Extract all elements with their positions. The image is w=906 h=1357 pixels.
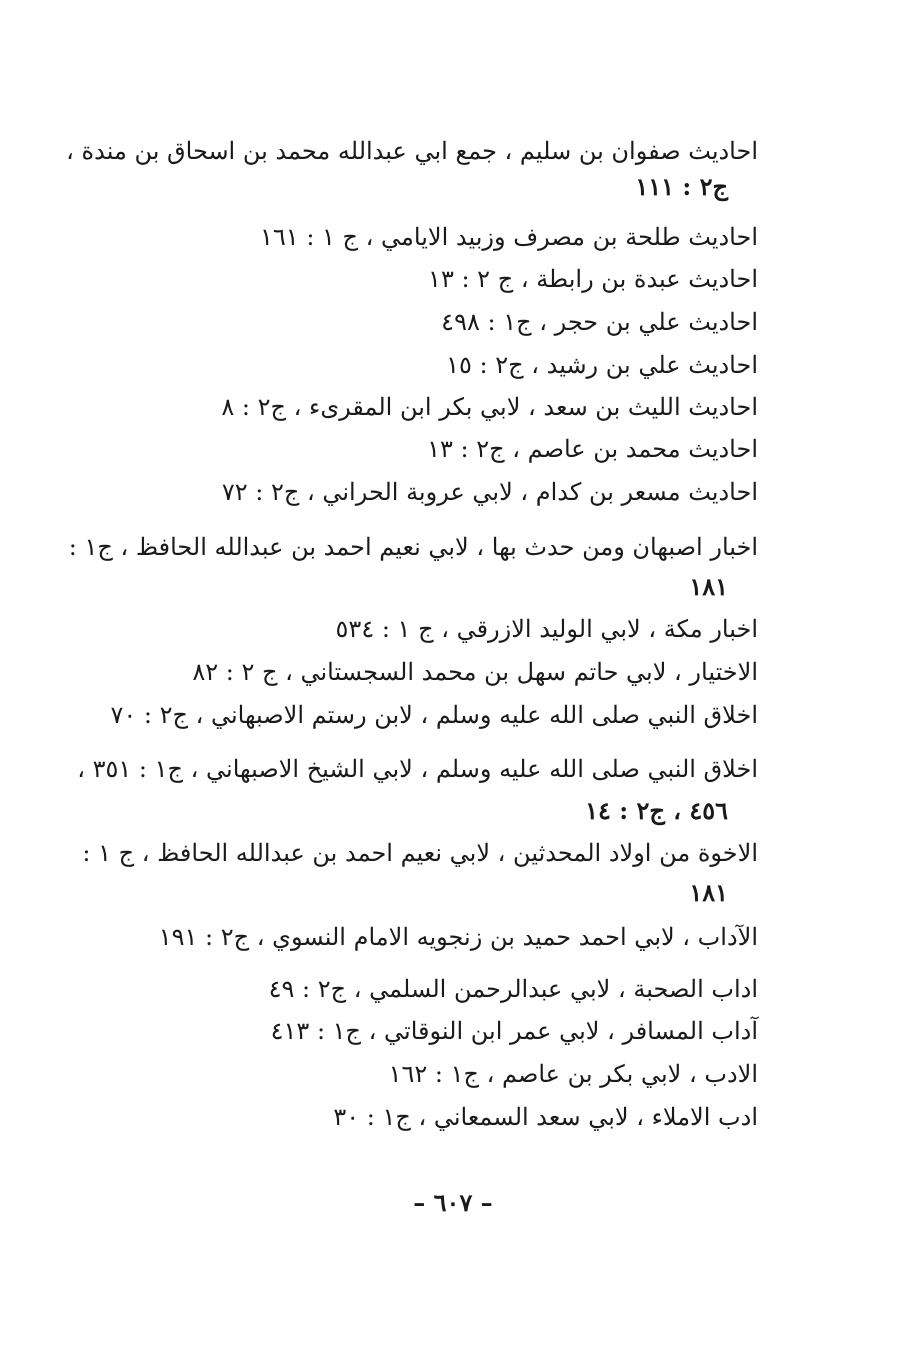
- index-entry-continuation: ١٨١: [689, 878, 728, 907]
- index-entry: احاديث صفوان بن سليم ، جمع ابي عبدالله محمد بن اسحاق بن مندة ،: [66, 137, 758, 165]
- index-entry: احاديث عبدة بن رابطة ، ج ٢ : ١٣: [428, 265, 758, 293]
- index-entry: ادب الاملاء ، لابي سعد السمعاني ، ج١ : ٣٠: [333, 1103, 758, 1131]
- index-entry: آداب المسافر ، لابي عمر ابن النوقاتي ، ج١ : ٤١٣: [270, 1017, 758, 1045]
- index-entry: الاخوة من اولاد المحدثين ، لابي نعيم احمد بن عبدالله الحافظ ، ج ١ :: [82, 839, 758, 867]
- index-entry: احاديث محمد بن عاصم ، ج٢ : ١٣: [427, 435, 758, 463]
- index-entry: الآداب ، لابي احمد حميد بن زنجويه الامام النسوي ، ج٢ : ١٩١: [158, 923, 758, 951]
- index-entry: اخبار مكة ، لابي الوليد الازرقي ، ج ١ : ٥٣٤: [335, 615, 758, 643]
- index-entry: اخبار اصبهان ومن حدث بها ، لابي نعيم احمد بن عبدالله الحافظ ، ج١ :: [68, 533, 758, 561]
- index-entry-continuation: ١٨١: [689, 572, 728, 601]
- index-entry: احاديث علي بن رشيد ، ج٢ : ١٥: [446, 351, 758, 379]
- index-entry: احاديث علي بن حجر ، ج١ : ٤٩٨: [441, 308, 758, 336]
- index-entry: احاديث طلحة بن مصرف وزبيد الايامي ، ج ١ : ١٦١: [260, 223, 758, 251]
- index-entry: الاختيار ، لابي حاتم سهل بن محمد السجستاني ، ج ٢ : ٨٢: [192, 658, 758, 686]
- page-number: – ٦٠٧ –: [413, 1188, 493, 1217]
- index-entry-continuation: ج٢ : ١١١: [635, 172, 728, 201]
- index-entry: احاديث مسعر بن كدام ، لابي عروبة الحراني ، ج٢ : ٧٢: [221, 478, 758, 506]
- index-entry: اخلاق النبي صلى الله عليه وسلم ، لابن رستم الاصبهاني ، ج٢ : ٧٠: [110, 701, 758, 729]
- index-entry-continuation: ٤٥٦ ، ج٢ : ١٤: [585, 796, 728, 825]
- index-entry: احاديث الليث بن سعد ، لابي بكر ابن المقرىء ، ج٢ : ٨: [221, 393, 758, 421]
- index-entry: الادب ، لابي بكر بن عاصم ، ج١ : ١٦٢: [388, 1060, 758, 1088]
- index-entry: اخلاق النبي صلى الله عليه وسلم ، لابي الشيخ الاصبهاني ، ج١ : ٣٥١ ،: [77, 755, 758, 783]
- index-entry: اداب الصحبة ، لابي عبدالرحمن السلمي ، ج٢ : ٤٩: [268, 975, 758, 1003]
